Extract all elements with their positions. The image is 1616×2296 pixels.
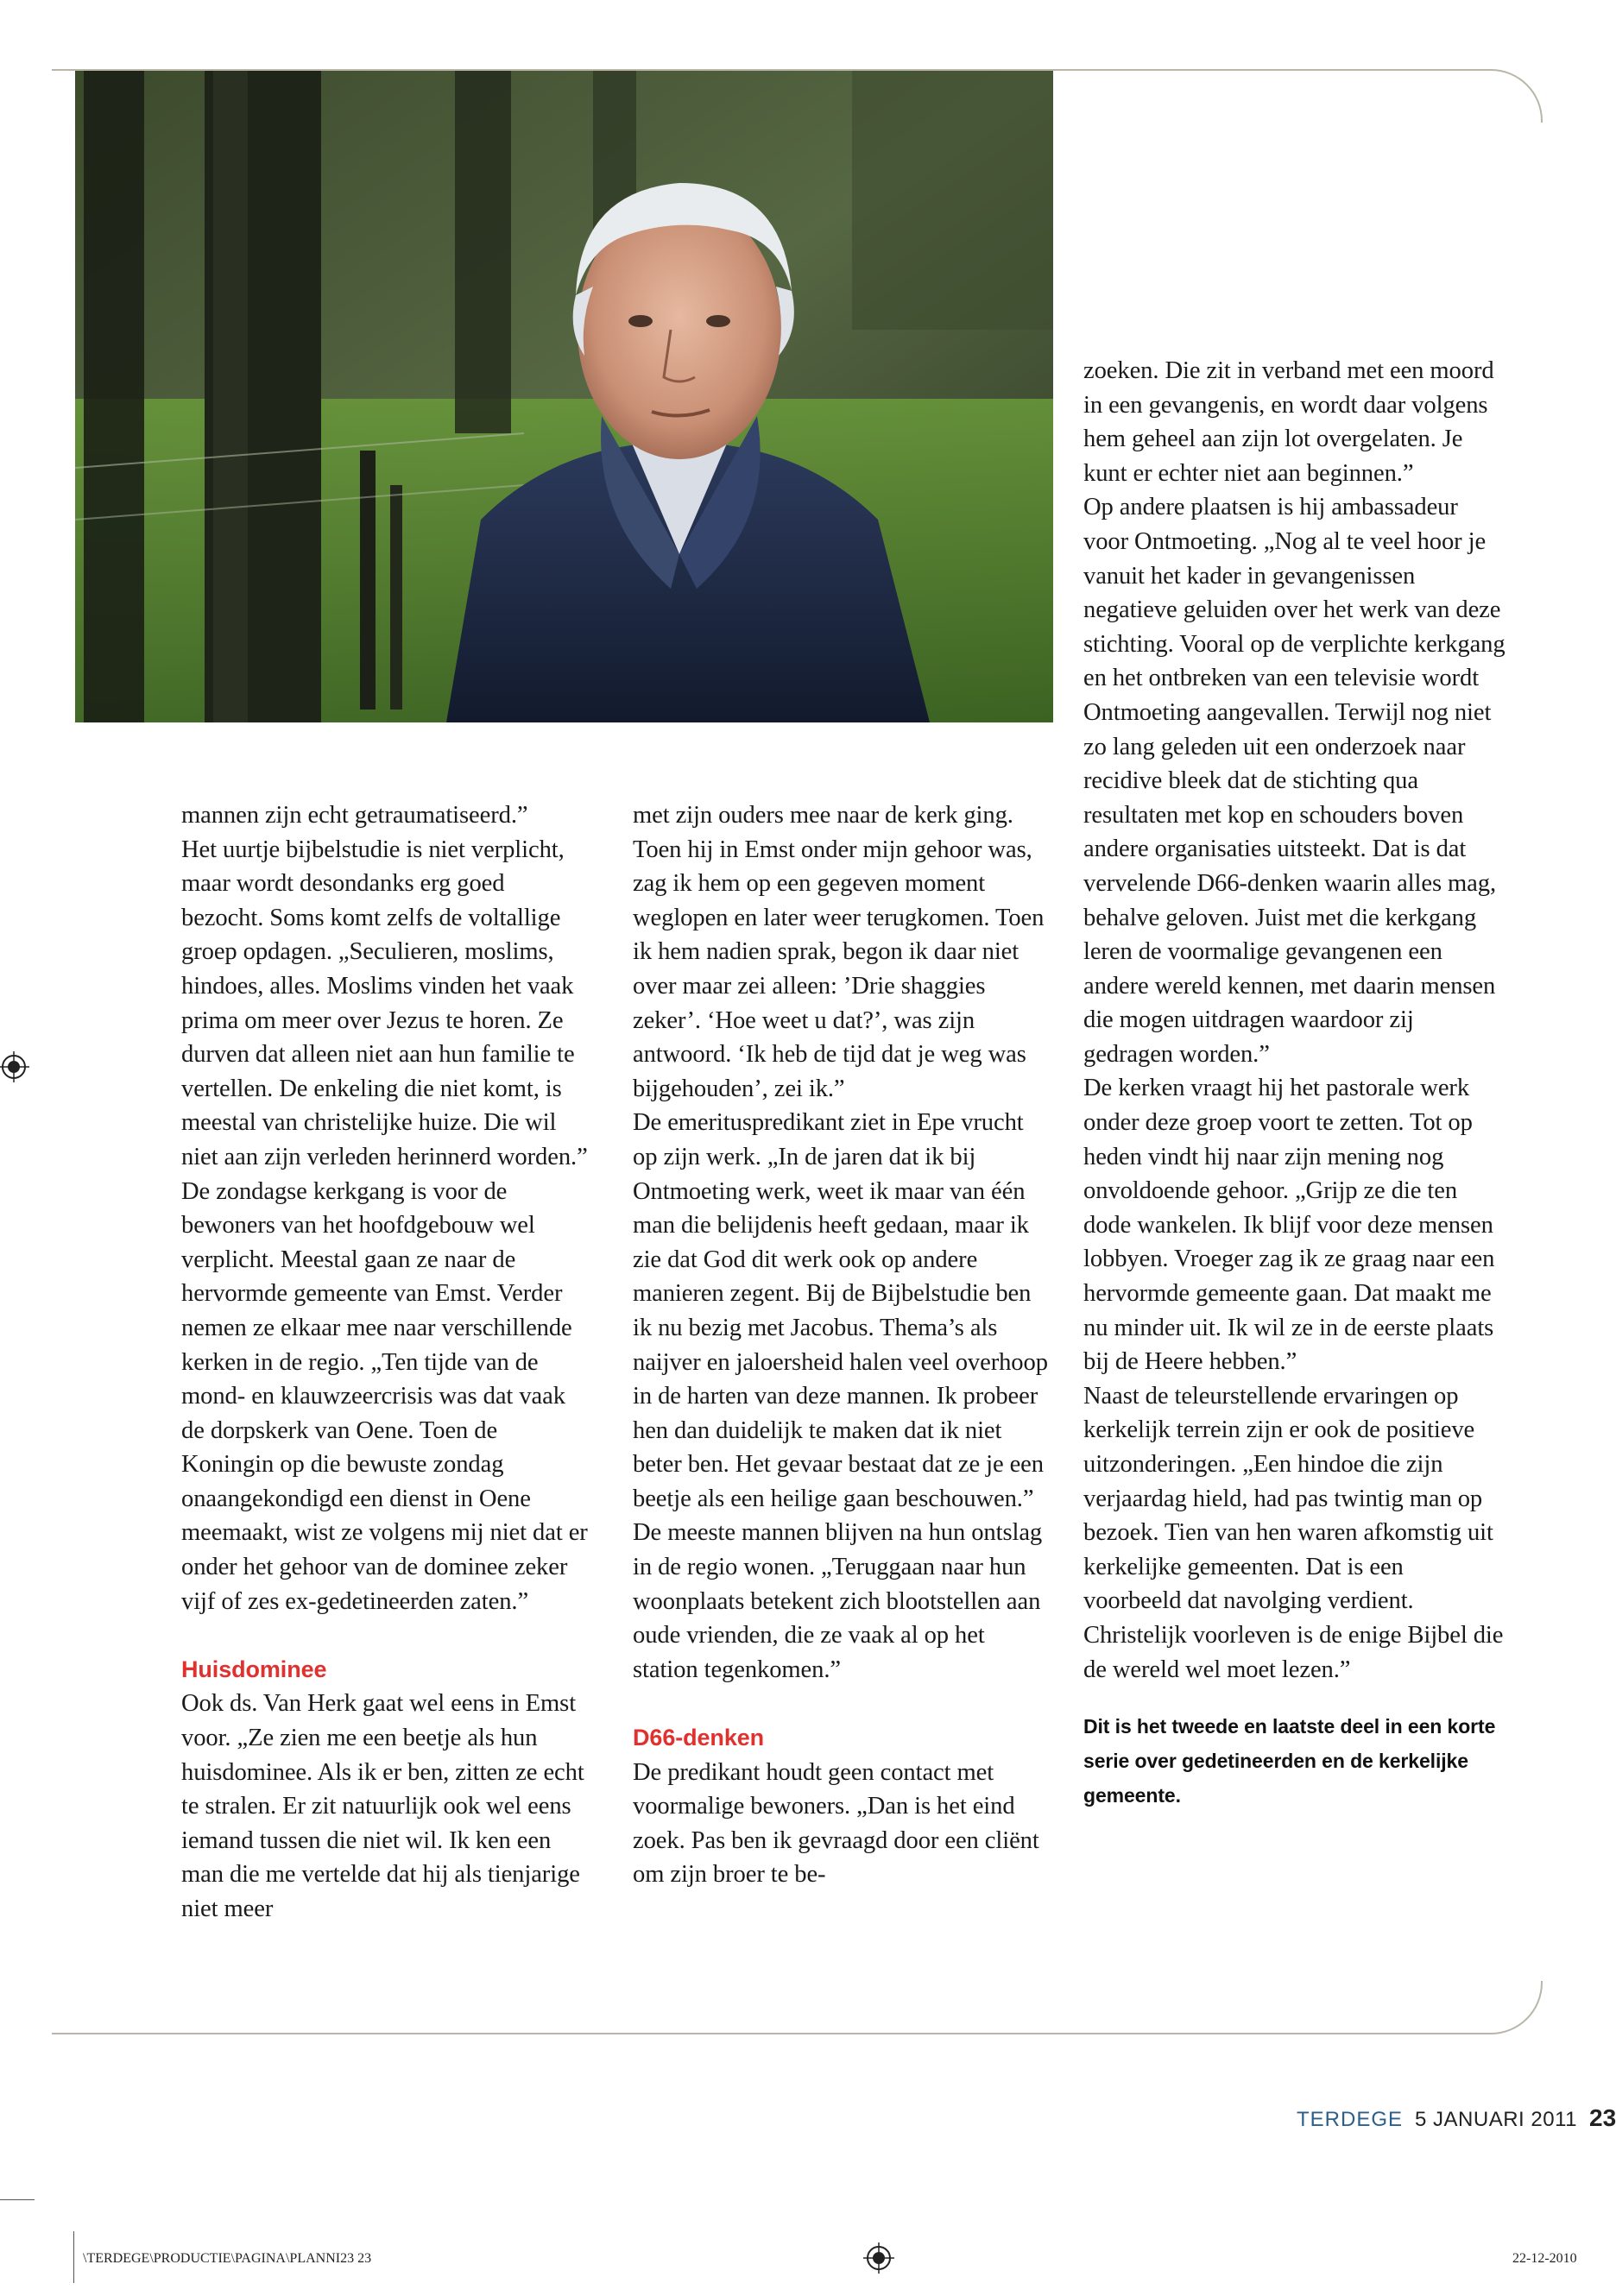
issue-date: 5 JANUARI 2011	[1415, 2108, 1577, 2131]
subheading-huisdominee: Huisdominee	[181, 1656, 327, 1682]
paragraph: zoeken. Die zit in verband met een moord in een gevangenis, en wordt daar volgens hem geheel aan zijn lot overgelaten. Je kunt er echter niet aan beginnen.”	[1083, 357, 1494, 487]
paragraph: Naast de teleurstellende ervaringen op kerkelijk terrein zijn er ook de positieve uitzonderingen. „Een hindoe die zijn verjaardag hield, had pas twintig man op bezoek. Tien van hen waren afkomstig uit kerkelijke gemeenten. Dat is een voorbeeld dat navolging verdient. Christelijk voorleven is de enige Bijbel die de wereld wel moet lezen.”	[1083, 1382, 1504, 1683]
page-trim-bottom	[52, 1981, 1543, 2034]
article-column-1	[181, 798, 591, 1927]
paragraph: De predikant houdt geen contact met voormalige bewoners. „Dan is het eind zoek. Pas ben ik gevraagd door een cliënt om zijn broer te be-	[633, 1758, 1039, 1889]
magazine-name: TERDEGE	[1297, 2108, 1404, 2131]
paragraph: De kerken vraagt hij het pastorale werk onder deze groep voort te zetten. Tot op heden vindt hij naar zijn mening nog onvoldoende gehoor. „Grijp ze die ten dode wankelen. Ik blijf voor deze mensen lobbyen. Vroeger zag ik ze graag naar een hervormde gemeente gaan. Dat maakt me nu minder uit. Ik wil ze in de eerste plaats bij de Heere hebben.”	[1083, 1075, 1495, 1376]
article-column-3	[1083, 354, 1506, 1813]
paragraph: Op andere plaatsen is hij ambassadeur voor Ontmoeting. „Nog al te veel hoor je vanuit het kader in gevangenissen negatieve geluiden over het werk van deze stichting. Vooral op de verplichte kerkgang en het ontbreken van een televisie wordt Ontmoeting aangevallen. Terwijl nog niet zo lang geleden uit een onderzoek naar recidive bleek dat de stichting qua resultaten met kop en schouders boven andere organisaties uitsteekt. Dat is dat vervelende D66-denken waarin alles mag, behalve geloven. Juist met die kerkgang leren de voormalige gevangenen een andere wereld kennen, met daarin mensen die mogen uitdragen waardoor zij gedragen worden.”	[1083, 494, 1506, 1068]
series-note: Dit is het tweede en laatste deel in een korte serie over gedetineerden en de kerkelijke gemeente.	[1083, 1715, 1496, 1807]
registration-mark-icon	[863, 2242, 894, 2274]
subheading-d66-denken: D66-denken	[633, 1725, 765, 1751]
paragraph: De emerituspredikant ziet in Epe vrucht op zijn werk. „In de jaren dat ik bij Ontmoeting werk, weet ik maar van één man die belijdenis heeft gedaan, maar ik zie dat God dit werk ook op andere manieren zegent. Bij de Bijbelstudie ben ik nu bezig met Jacobus. Thema’s als naijver en jaloersheid halen veel overhoop in de harten van deze mannen. Ik probeer hen dan duidelijk te maken dat ik niet beter ben. Het gevaar bestaat dat ze je een beetje als een heilige gaan beschouwen.”	[633, 1109, 1048, 1512]
paragraph: De zondagse kerkgang is voor de bewoners van het hoofdgebouw wel verplicht. Meestal gaan ze naar de hervormde gemeente van Emst. Verder nemen ze elkaar mee naar verschillende kerken in de regio. „Ten tijde van de mond- en klauwzeercrisis was dat vaak de dorpskerk van Oene. Toen de Koningin op die bewuste zondag onaangekondigd een dienst in Oene meemaakt, wist ze volgens mij niet dat er onder het gehoor van de dominee zeker vijf of zes ex-gedetineerden zaten.”	[181, 1177, 588, 1615]
crop-mark	[73, 2231, 74, 2283]
crop-mark	[0, 2199, 35, 2200]
paragraph: met zijn ouders mee naar de kerk ging. Toen hij in Emst onder mijn gehoor was, zag ik hem op een gegeven moment weglopen en later weer terugkomen. Toen ik hem nadien sprak, begon ik daar niet over maar zei alleen: ’Drie shaggies zeker’. ‘Hoe weet u dat?’, was zijn antwoord. ‘Ik heb de tijd dat je weg was bijgehouden’, zei ik.”	[633, 802, 1045, 1102]
page-number: 23	[1589, 2104, 1616, 2131]
production-slug: \TERDEGE\PRODUCTIE\PAGINA\PLANNI23 23	[83, 2251, 372, 2266]
paragraph: Het uurtje bijbelstudie is niet verplicht, maar wordt desondanks erg goed bezocht. Soms komt zelfs de voltallige groep opdagen. „Seculieren, moslims, hindoes, alles. Moslims vinden het vaak prima om meer over Jezus te horen. Ze durven dat alleen niet aan hun familie te vertellen. De enkeling die niet komt, is meestal van christelijke huize. Die wil niet aan zijn verleden herinnerd worden.”	[181, 836, 588, 1170]
paragraph: De meeste mannen blijven na hun ontslag in de regio wonen. „Teruggaan naar hun woonplaats betekent zich blootstellen aan oude vrienden, die ze vaak al op het station tegenkomen.”	[633, 1519, 1043, 1683]
registration-mark-icon	[0, 1051, 29, 1082]
article-column-2	[633, 798, 1051, 1892]
paragraph: mannen zijn echt getraumatiseerd.”	[181, 802, 528, 829]
production-date: 22-12-2010	[1512, 2251, 1577, 2266]
portrait-photo	[75, 71, 1053, 722]
page-footer	[1297, 2104, 1616, 2132]
paragraph: Ook ds. Van Herk gaat wel eens in Emst voor. „Ze zien me een beetje als hun huisdominee. Als ik er ben, zitten ze echt te stralen. Er zit natuurlijk ook wel eens iemand tussen die niet wil. Ik ken een man die me vertelde dat hij als tienjarige niet meer	[181, 1690, 584, 1922]
